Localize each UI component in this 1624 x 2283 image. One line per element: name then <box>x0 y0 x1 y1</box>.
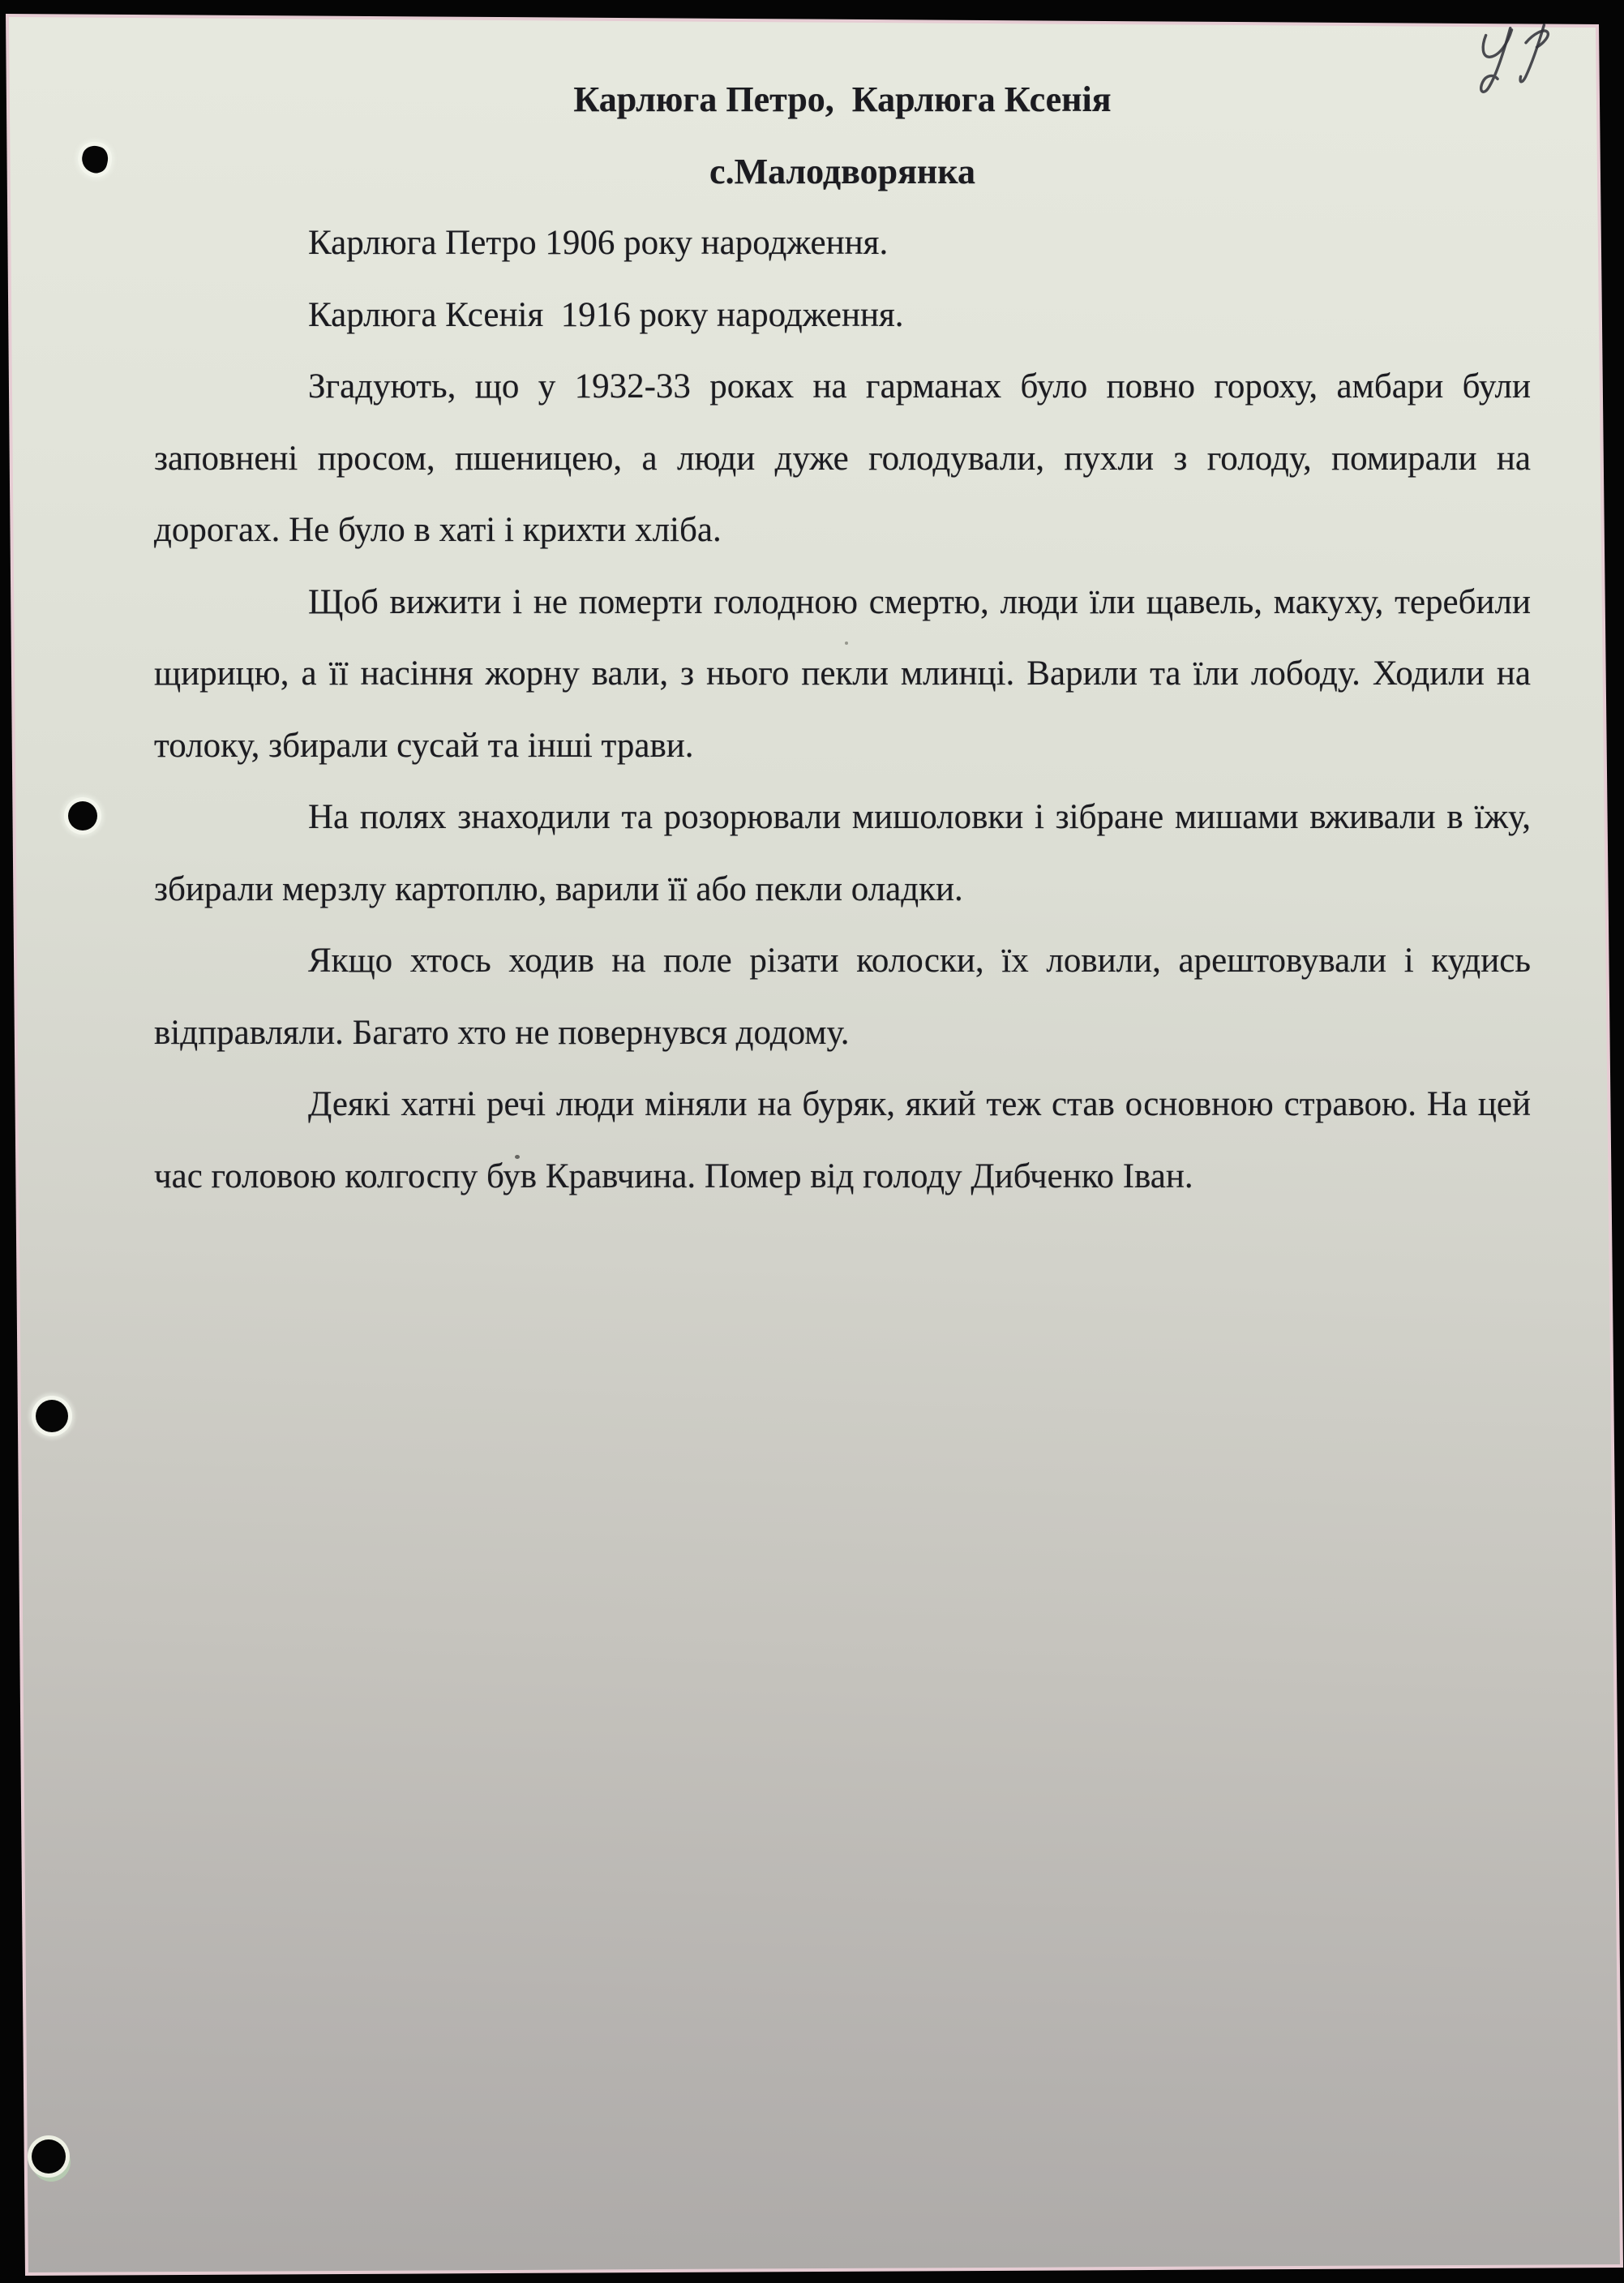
paragraph-memories-1932-33: Згадують, що у 1932-33 роках на гарманах було повно гороху, амбари були заповнені просом, пшеницею, а люди дуже голодували, пухли з голоду, помирали на дорогах. Не було в хаті і крихти хліба. <box>154 367 1540 549</box>
document-title-village: с.Малодворянка <box>709 151 975 191</box>
paragraph-arrests: Якщо хтось ходив на поле різати колоски, їх ловили, арештовували і кудись відправляли. Багато хто не повернувся додому. <box>154 942 1540 1052</box>
paragraph-barter-and-deaths: Деякі хатні речі люди міняли на буряк, який теж став основною стравою. На цей час головою колгоспу був Кравчина. Помер від голоду Дибченко Іван. <box>154 1085 1540 1195</box>
document-title-names: Карлюга Петро, Карлюга Ксенія <box>573 79 1112 119</box>
punch-hole <box>68 801 97 830</box>
punch-hole <box>79 144 110 176</box>
paragraph-birth-petro: Карлюга Петро 1906 року народження. <box>308 224 889 262</box>
paragraph-field-foraging: На полях знаходили та розорювали мишоловки і зібране мишами вживали в їжу, збирали мерзлу картоплю, варили її або пекли оладки. <box>154 798 1540 908</box>
text-column <box>154 64 1540 1212</box>
punch-hole <box>36 1400 68 1432</box>
punch-hole <box>32 2139 66 2174</box>
paragraph-survival-foods: Щоб вижити і не померти голодною смертю, люди їли щавель, макуху, теребили щирицю, а її насіння жорну вали, з нього пекли млинці. Варили та їли лободу. Ходили на толоку, збирали сусай та інші трави. <box>154 582 1540 765</box>
paragraph-birth-ksenia: Карлюга Ксенія 1916 року народження. <box>308 295 904 334</box>
